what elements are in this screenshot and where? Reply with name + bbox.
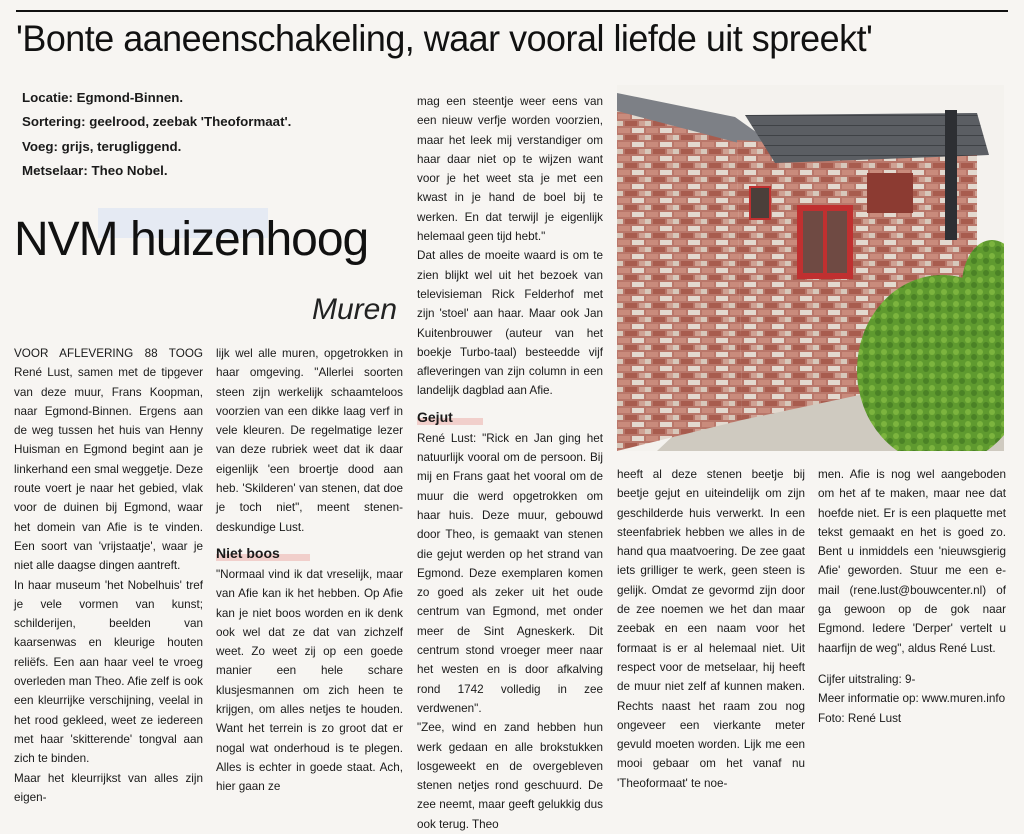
column-1 xyxy=(14,344,203,807)
col1-paragraph-3: Maar het kleurrijkst van alles zijn eigen- xyxy=(14,771,203,804)
col2-paragraph-2: "Normaal vind ik dat vreselijk, maar van Afie kan ik het hebben. Op Afie kan je niet boos worden en ik denk ook wel dat ze dat van zichzelf weet. Zo weet zij op een goede manier een hele schare klusjesmannen om zich heen te krijgen, om alles netjes te houden. Want het terrein is zo groot dat er nogal wat onderhoud is te plegen. Alles is echter in goede staat. Ach, hier gaan ze xyxy=(216,567,403,794)
col3-paragraph-3: René Lust: "Rick en Jan ging het natuurlijk vooral om de persoon. Bij mij en Frans gaat het vooral om de muur die werd opgetrokken om haar huis. Deze muur, gebouwd door Theo, is gemaakt van stenen die gejut werden op het strand van Egmond. Deze exemplaren komen zo goed als zeker uit het oude centrum van Egmond, met onder meer de Sint Agneskerk. Dit centrum stond vroeger meer naar het westen en is door afkalving rond 1742 volledig in zee verdwenen". xyxy=(417,431,603,715)
col1-paragraph-1: VOOR AFLEVERING 88 TOOG René Lust, samen met de tipgever van deze muur, Frans Koopman, naar Egmond-Binnen. Ergens aan de weg tussen het huis van Henny Huisman en Egmond begint aan je linkerhand een smal weggetje. Deze route voert je naar het gebied, vlak voor de duinen bij Egmond, waar het domein van Afie is te vinden. Een soort van 'vrijstaatje', waar je niet alle daagse dingen aantreft. xyxy=(14,347,203,573)
column-3 xyxy=(417,92,603,834)
brick-house-photo xyxy=(617,85,1004,451)
subhead-niet-boos-label: Niet boos xyxy=(216,545,310,561)
column-4 xyxy=(617,465,805,793)
col3-paragraph-1: mag een steentje weer eens van een nieuw verfje worden voorzien, maar het leek mij verstandiger om haar daar niet op te wijzen want voor je het weet sta je met een kwast in je hand de boel bij te werken. En dat terwijl je eigenlijk helemaal geen tijd hebt." xyxy=(417,95,603,244)
footer-photo-credit: Foto: René Lust xyxy=(818,711,902,725)
column-2 xyxy=(216,344,403,797)
spec-sorting: Sortering: geelrood, zeebak 'Theoformaat'. xyxy=(22,114,292,130)
footer-info: Meer informatie op: www.muren.info xyxy=(818,692,1006,706)
wall-specs xyxy=(22,86,402,183)
subhead-niet-boos xyxy=(216,543,403,565)
brand-title: NVM huizenhoog xyxy=(14,213,369,266)
col2-paragraph-1: lijk wel alle muren, opgetrokken in haar omgeving. "Allerlei soorten steen zijn werkelijk schaamteloos voorzien van een dikke laag verf in vele kleuren. De regelmatige lezer van deze rubriek weet dat ik daar eigenlijk 'een broertje dood aan heb. 'Skilderen' van stenen, dat doe je toch niet", meent stenen-deskundige Lust. xyxy=(216,347,403,534)
section-title: Muren xyxy=(312,293,398,326)
top-rule xyxy=(16,10,1008,12)
col1-paragraph-2: In haar museum 'het Nobelhuis' tref je vele vormen van kunst; schilderijen, beelden van kaarsenwas en kleurige houten reliëfs. Een aan haar veel te vroeg overleden man Theo. Afie zelf is ook een kleurrijke verschijning, veelal in het rood gekleed, weet ze iedereen met haar 'skitterende' tongval aan zich te binden. xyxy=(14,578,203,766)
subhead-gejut-label: Gejut xyxy=(417,409,483,425)
col3-paragraph-2: Dat alles de moeite waard is om te zien blijkt wel uit het bezoek van televisieman Rick Felderhof met zijn 'stoel' aan haar. Maar ook Jan Kuitenbrouwer (auteur van het boekje Turbo-taal) besteedde vijf afleveringen van zijn column in een landelijk dagblad aan Afie. xyxy=(417,249,603,398)
column-5 xyxy=(818,465,1006,728)
spec-location: Locatie: Egmond-Binnen. xyxy=(22,90,184,105)
footer-rating: Cijfer uitstraling: 9- xyxy=(818,672,916,686)
col3-paragraph-4: "Zee, wind en zand hebben hun werk gedaan en alle brokstukken losgeweekt en de overgebleven stenen netjes rond geschuurd. De zee neemt, maar geeft gelukkig dus ook terug. Theo xyxy=(417,721,603,831)
brick-house-illustration xyxy=(617,85,1004,451)
spec-joint: Voeg: grijs, terugliggend. xyxy=(22,138,182,154)
subhead-gejut xyxy=(417,407,603,429)
spec-mason: Metselaar: Theo Nobel. xyxy=(22,162,168,178)
article-headline: 'Bonte aaneenschakeling, waar vooral liefde uit spreekt' xyxy=(16,18,873,59)
col4-paragraph-1: heeft al deze stenen beetje bij beetje gejut en uiteindelijk om zijn geschilderde huis verwerkt. In een steenfabriek hebben we alles in de hand qua maatvoering. De zee gaat iets grilliger te werk, geen steen is gelijk. Omdat ze gevormd zijn door de zee noemen we het dan maar zeebak en een naam voor het formaat is er al helemaal niet. Uit respect voor de metselaar, hij heeft de muur niet zelf af kunnen maken. Rechts naast het raam zou nog ongeveer een vierkante meter gevuld moeten worden. Lijk me een mooi gebaar om het vanaf nu 'Theoformaat' te noe- xyxy=(617,468,805,790)
col5-paragraph-1: men. Afie is nog wel aangeboden om het af te maken, maar nee dat hoefde niet. Er is een plaquette met tekst gemaakt en het is goed zo. Bent u inmiddels een 'nieuwsgierig Afie' geworden. Stuur me een e-mail (rene.lust@bouwcenter.nl) of ga gewoon op de gok naar Egmond. Iedere 'Derper' vertelt u haarfijn de weg", aldus René Lust. xyxy=(818,468,1006,655)
